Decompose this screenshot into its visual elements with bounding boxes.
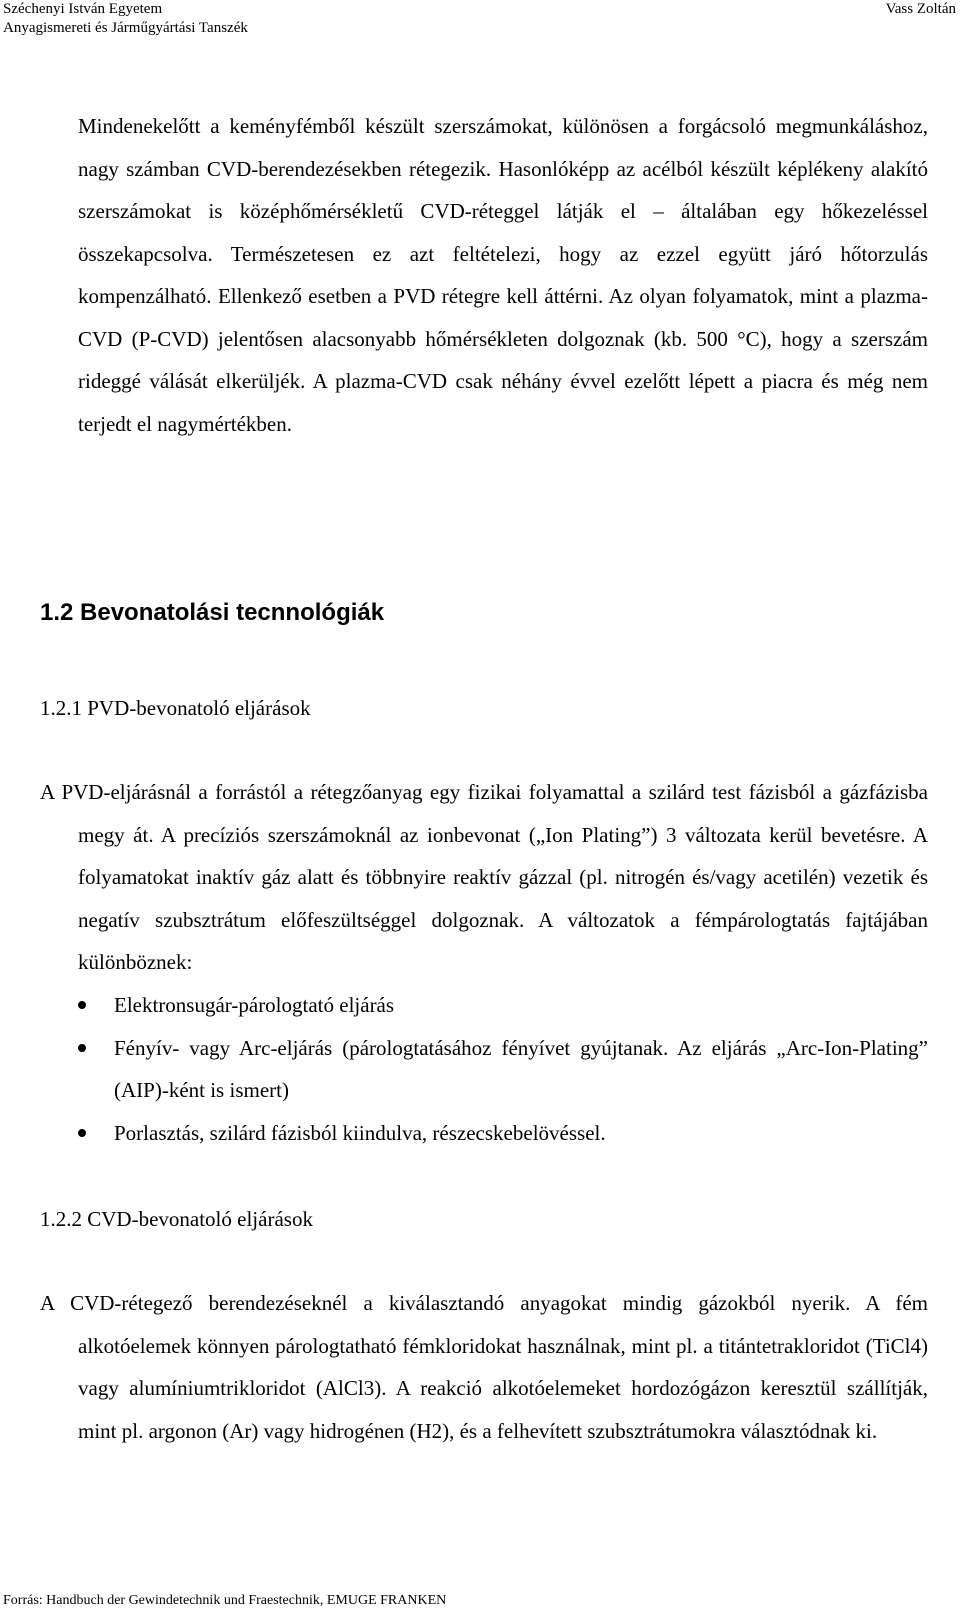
pvd-variants-list: [78, 984, 928, 1154]
bullet-icon: [78, 1129, 86, 1137]
list-item-text: Porlasztás, szilárd fázisból kiindulva, részecskebelövéssel.: [114, 1120, 606, 1145]
list-item-text: Fényív- vagy Arc-eljárás (párologtatásához fényívet gyújtanak. Az eljárás „Arc-Ion-Plating” (AIP)-ként is ismert): [114, 1035, 928, 1102]
list-item: [78, 1027, 928, 1112]
subsection-heading-cvd: 1.2.2 CVD-bevonatoló eljárások: [40, 1207, 313, 1231]
list-item-text: Elektronsugár-párologtató eljárás: [114, 993, 395, 1017]
header-university: Széchenyi István Egyetem: [3, 1, 163, 17]
page-header-left: [3, 0, 248, 38]
paragraph-cvd: A CVD-rétegező berendezéseknél a kiválasztandó anyagokat mindig gázokból nyerik. A fém alkotóelemek könnyen párologtatható fémkloridokat használnak, mint pl. a titántetrakloridot (TiCl4) vagy alumíniumtrikloridot (AlCl3). A reakció alkotóelemeket hordozógázon keresztül szállítják, mint pl. argonon (Ar) vagy hidrogénen (H2), és a felhevített szubsztrátumokra választódnak ki.: [40, 1291, 928, 1443]
page-footer-source: Forrás: Handbuch der Gewindetechnik und Fraestechnik, EMUGE FRANKEN: [3, 1593, 447, 1608]
header-department: Anyagismereti és Járműgyártási Tanszék: [3, 20, 248, 36]
paragraph-pvd: A PVD-eljárásnál a forrástól a rétegzőanyag egy fizikai folyamattal a szilárd test fázisból a gázfázisba megy át. A precíziós szerszámoknál az ionbevonat („Ion Plating”) 3 változata kerül bevetésre. A folyamatokat inaktív gáz alatt és többnyire reaktív gázzal (pl. nitrogén és/vagy acetilén) vezetik és negatív szubsztrátum előfeszültséggel dolgoznak. A változatok a fémpárologtatás fajtájában különböznek:: [40, 780, 928, 974]
subsection-heading-pvd: 1.2.1 PVD-bevonatoló eljárások: [40, 696, 311, 720]
section-heading: 1.2 Bevonatolási tecnnológiák: [40, 599, 385, 626]
bullet-icon: [78, 1044, 86, 1052]
bullet-icon: [78, 1001, 86, 1009]
page-header-right: [886, 0, 956, 19]
paragraph-intro: Mindenekelőtt a keményfémből készült szerszámokat, különösen a forgácsoló megmunkáláshoz, nagy számban CVD-berendezésekben rétegezik. Hasonlóképp az acélból készült képlékeny alakító szerszámokat is középhőmérsékletű CVD-réteggel látják el – általában egy hőkezeléssel összekapcsolva. Természetesen ez azt feltételezi, hogy az ezzel együtt járó hőtorzulás kompenzálható. Ellenkező esetben a PVD rétegre kell áttérni. Az olyan folyamatok, mint a plazma-CVD (P-CVD) jelentősen alacsonyabb hőmérsékleten dolgoznak (kb. 500 °C), hogy a szerszám rideggé válását elkerüljék. A plazma-CVD csak néhány évvel ezelőtt lépett a piacra és még nem terjedt el nagymértékben.: [78, 114, 928, 436]
header-author: Vass Zoltán: [885, 1, 956, 17]
list-item: [78, 1112, 928, 1155]
list-item: [78, 984, 928, 1027]
